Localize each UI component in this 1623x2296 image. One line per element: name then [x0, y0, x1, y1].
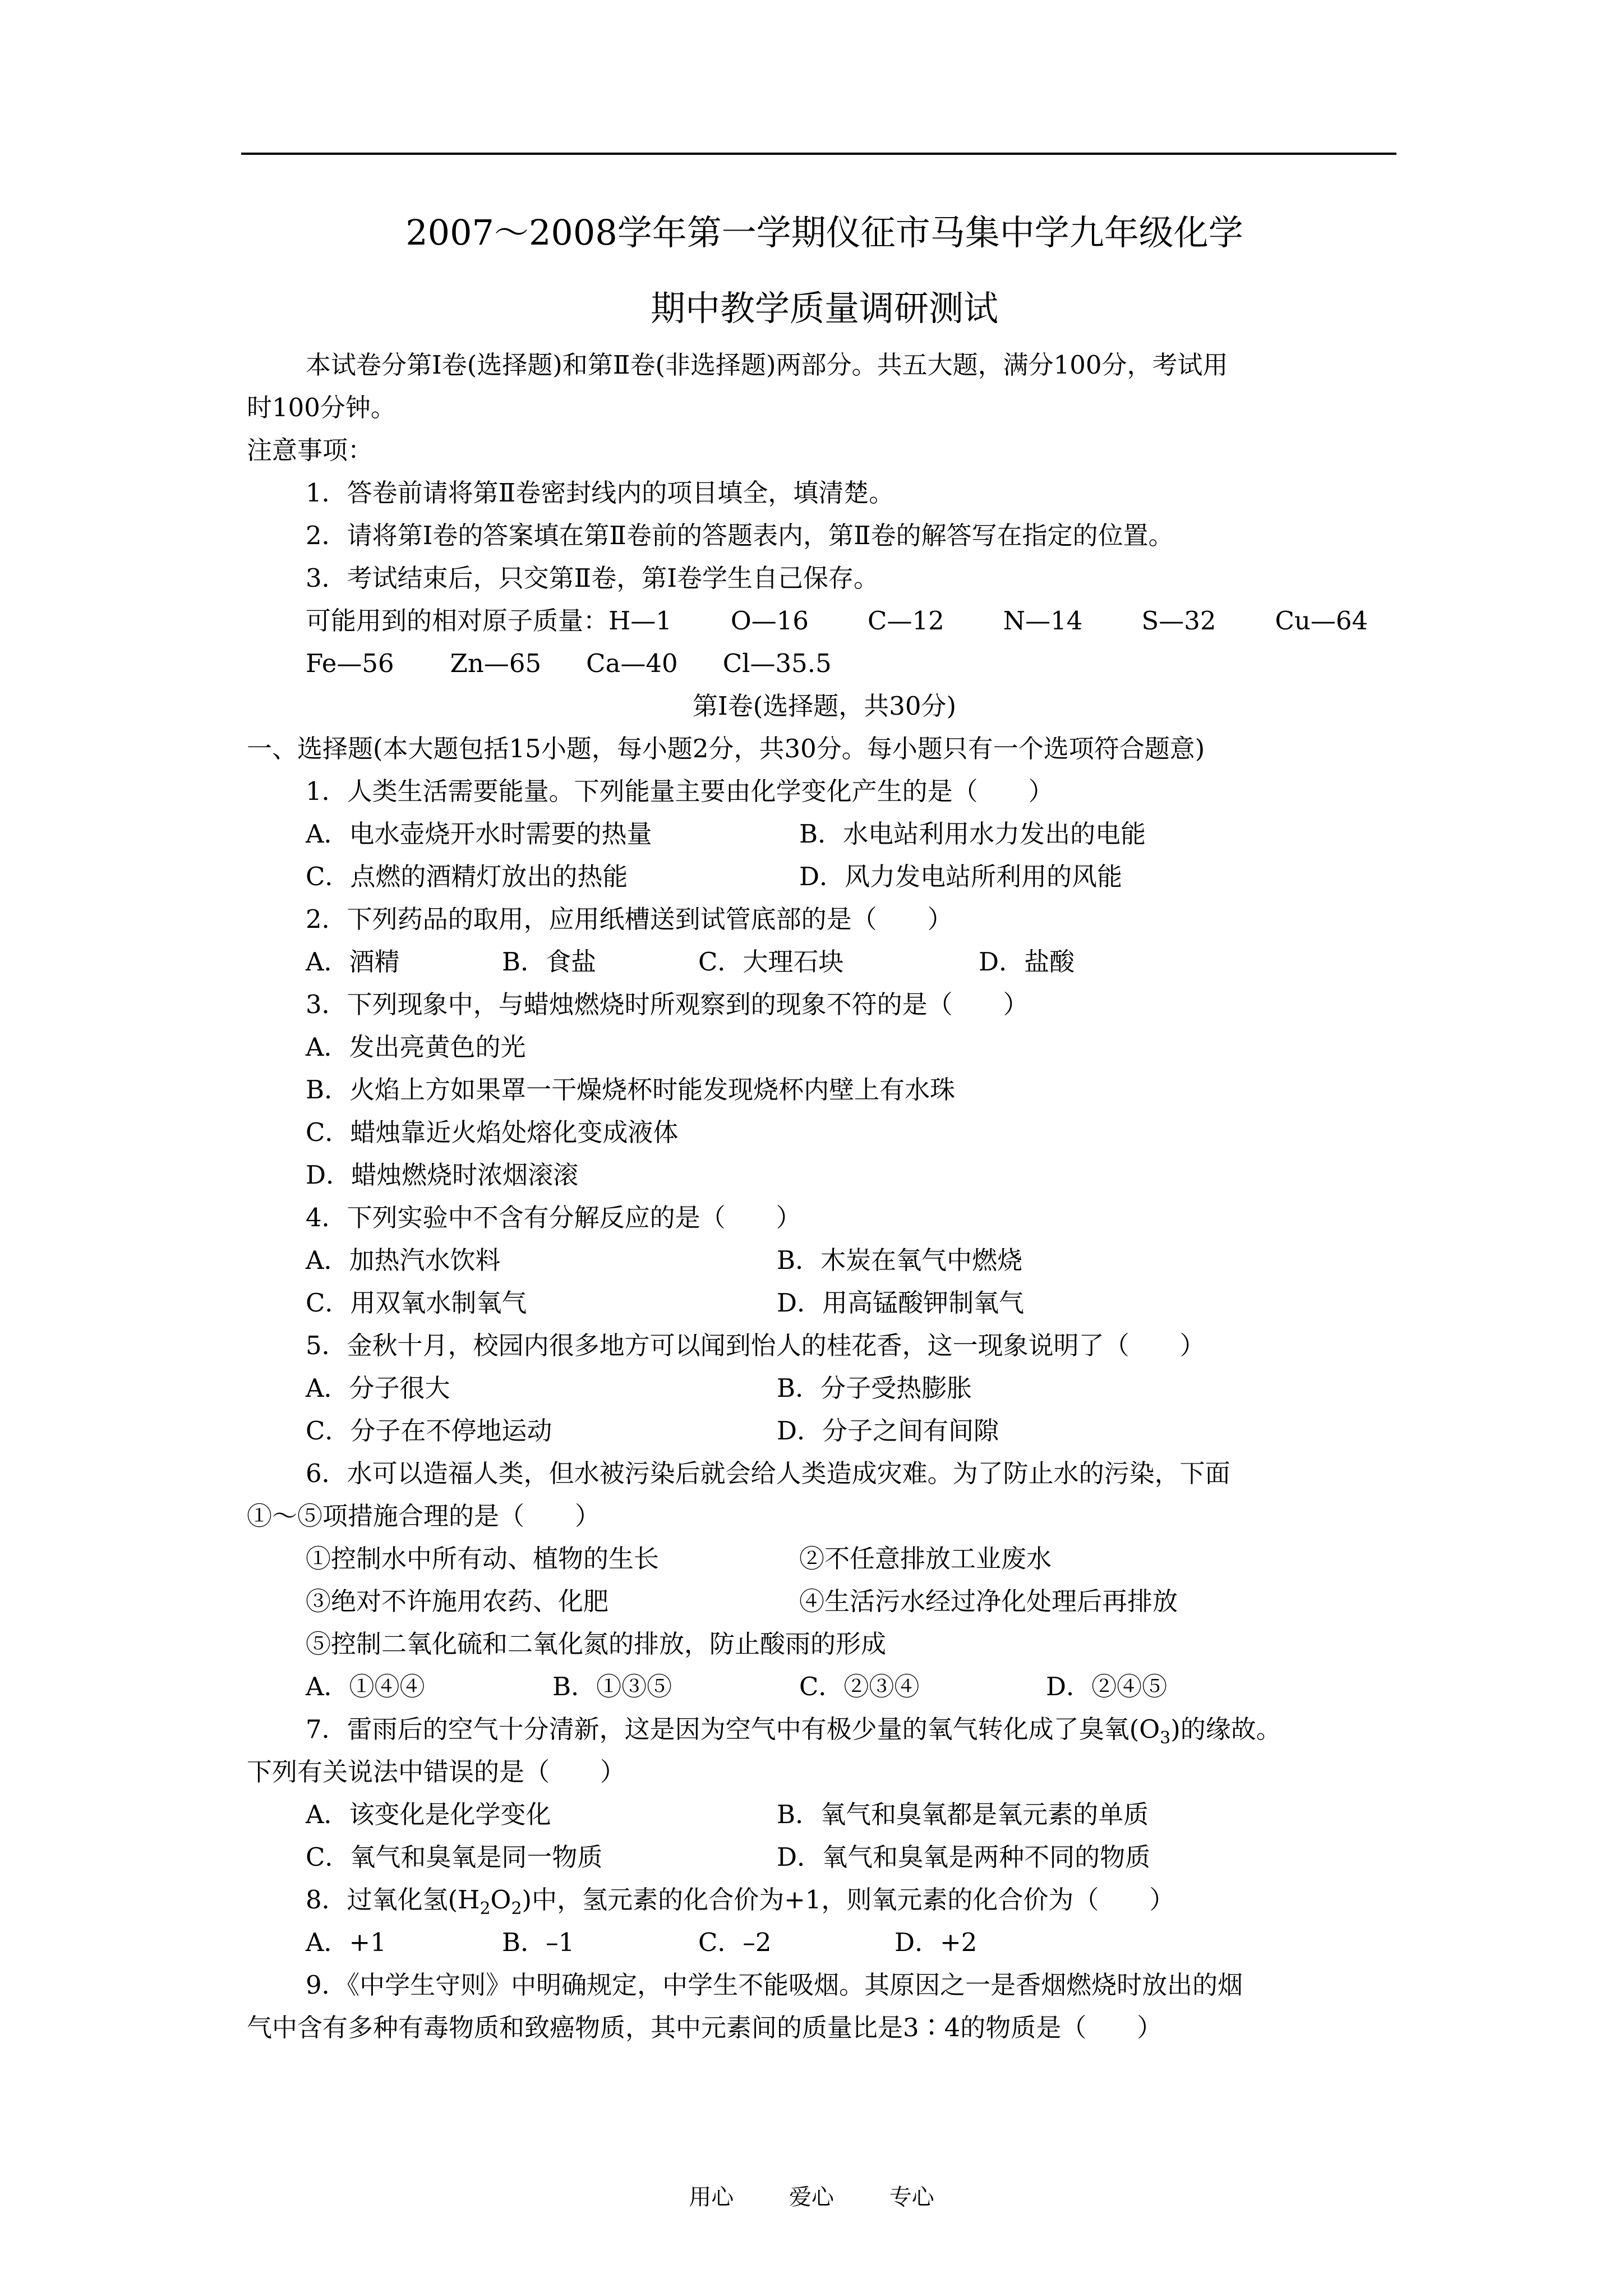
atomic-mass-label: 可能用到的相对原子质量： [306, 606, 609, 636]
page-footer [0, 2179, 1623, 2211]
atomic-mass-row2 [247, 642, 1402, 685]
question-1-option-b: B．水电站利用水力发出的电能 [799, 819, 1146, 849]
question-2-options [247, 941, 1402, 983]
question-8-option-a: A．+1 [306, 1927, 386, 1957]
atomic-mass-h: H—1 [608, 606, 672, 636]
atomic-mass-row1 [247, 600, 1402, 642]
question-5-option-c: C．分子在不停地运动 [306, 1416, 552, 1446]
intro-line1: 本试卷分第Ⅰ卷(选择题)和第Ⅱ卷(非选择题)两部分。共五大题，满分100分，考试用 [306, 350, 1228, 380]
question-7-options-ab [247, 1793, 1402, 1836]
question-9-stem-line1: 9．《中学生守则》中明确规定，中学生不能吸烟。其原因之一是香烟燃烧时放出的烟 [306, 1970, 1243, 2000]
section1-heading: 一、选择题(本大题包括15小题，每小题2分，共30分。每小题只有一个选项符合题意) [247, 734, 1205, 763]
intro-line2: 时100分钟。 [247, 393, 396, 422]
question-4-option-d: D．用高锰酸钾制氧气 [777, 1288, 1025, 1318]
question-9-stem-line2: 气中含有多种有毒物质和致癌物质，其中元素间的质量比是3∶4的物质是（ ） [247, 2013, 1163, 2042]
question-6-measures-34 [247, 1580, 1402, 1623]
header-rule [241, 153, 1396, 155]
question-5-options-ab [247, 1367, 1402, 1410]
note-item: 3．考试结束后，只交第Ⅱ卷，第Ⅰ卷学生自己保存。 [306, 563, 879, 593]
question-8-option-b: B．–1 [502, 1927, 575, 1957]
note-item: 2．请将第Ⅰ卷的答案填在第Ⅱ卷前的答题表内，第Ⅱ卷的解答写在指定的位置。 [306, 521, 1174, 550]
question-5-options-cd [247, 1410, 1402, 1452]
question-7-option-c: C．氧气和臭氧是同一物质 [306, 1842, 603, 1872]
question-3-stem: 3．下列现象中，与蜡烛燃烧时所观察到的现象不符的是（ ） [306, 990, 1029, 1019]
question-6-measure-2: ②不任意排放工业废水 [799, 1544, 1052, 1573]
question-7-stem-subscript: 3 [1160, 1728, 1171, 1748]
question-7-options-cd [247, 1836, 1402, 1879]
question-7-stem-line1 [247, 1708, 1402, 1751]
question-6-measure-4: ④生活污水经过净化处理后再排放 [799, 1586, 1178, 1616]
question-1-option-d: D．风力发电站所利用的风能 [799, 862, 1123, 891]
atomic-mass-zn: Zn—65 [450, 648, 542, 678]
question-1-option-a: A．电水壶烧开水时需要的热量 [306, 819, 652, 849]
footer-item: 专心 [889, 2184, 934, 2210]
question-4-options-ab [247, 1239, 1402, 1282]
atomic-mass-cl: Cl—35.5 [722, 648, 832, 678]
question-6-stem-line2: ①～⑤项措施合理的是（ ） [247, 1501, 601, 1531]
question-4-stem: 4．下列实验中不含有分解反应的是（ ） [306, 1203, 801, 1232]
question-7-stem-part-a: 7．雷雨后的空气十分清新，这是因为空气中有极少量的氧气转化成了臭氧(O [306, 1714, 1160, 1744]
question-1-options-ab [247, 813, 1402, 855]
question-8-option-d: D．+2 [895, 1927, 978, 1957]
question-8-stem-subscript-1: 2 [479, 1899, 491, 1918]
question-8-option-c: C．–2 [698, 1927, 772, 1957]
atomic-mass-cu: Cu—64 [1275, 606, 1368, 636]
question-8-stem-subscript-2: 2 [511, 1899, 522, 1918]
question-7-option-d: D．氧气和臭氧是两种不同的物质 [777, 1842, 1151, 1872]
atomic-mass-s: S—32 [1141, 606, 1216, 636]
question-7-stem-part-b: )的缘故。 [1170, 1714, 1281, 1744]
question-6-option-b: B．①③⑤ [552, 1672, 672, 1701]
question-3-option-a: A．发出亮黄色的光 [306, 1032, 526, 1062]
question-1-stem: 1．人类生活需要能量。下列能量主要由化学变化产生的是（ ） [306, 776, 1054, 806]
question-2-option-d: D．盐酸 [979, 947, 1075, 977]
exam-title-line1: 2007～2008学年第一学期仪征市马集中学九年级化学 [405, 212, 1243, 253]
question-6-stem-line1: 6．水可以造福人类，但水被污染后就会给人类造成灾难。为了防止水的污染，下面 [306, 1458, 1230, 1488]
question-4-options-cd [247, 1282, 1402, 1324]
question-4-option-a: A．加热汽水饮料 [306, 1245, 501, 1275]
question-5-option-d: D．分子之间有间隙 [777, 1416, 999, 1446]
atomic-mass-n: N—14 [1003, 606, 1083, 636]
question-3-option-c: C．蜡烛靠近火焰处熔化变成液体 [306, 1117, 679, 1147]
question-7-option-b: B．氧气和臭氧都是氧元素的单质 [777, 1800, 1149, 1829]
question-4-option-b: B．木炭在氧气中燃烧 [777, 1245, 1023, 1275]
question-5-option-a: A．分子很大 [306, 1373, 450, 1403]
question-7-option-a: A．该变化是化学变化 [306, 1800, 551, 1829]
question-2-option-a: A．酒精 [306, 947, 400, 977]
part1-heading: 第Ⅰ卷(选择题，共30分) [692, 691, 957, 721]
question-5-option-b: B．分子受热膨胀 [777, 1373, 972, 1403]
exam-title-line2: 期中教学质量调研测试 [650, 288, 998, 329]
question-6-option-a: A．①④④ [306, 1672, 425, 1701]
question-2-option-b: B．食盐 [502, 947, 597, 977]
question-3-option-b: B．火焰上方如果罩一干燥烧杯时能发现烧杯内壁上有水珠 [306, 1075, 956, 1105]
question-6-measure-3: ③绝对不许施用农药、化肥 [306, 1586, 609, 1616]
question-1-option-c: C．点燃的酒精灯放出的热能 [306, 862, 628, 891]
question-4-option-c: C．用双氧水制氧气 [306, 1288, 527, 1318]
question-5-stem: 5．金秋十月，校园内很多地方可以闻到怡人的桂花香，这一现象说明了（ ） [306, 1331, 1205, 1360]
question-6-options [247, 1665, 1402, 1708]
atomic-mass-o: O—16 [730, 606, 809, 636]
question-3-option-d: D．蜡烛燃烧时浓烟滚滚 [306, 1160, 579, 1190]
question-7-stem-line2: 下列有关说法中错误的是（ ） [247, 1757, 626, 1787]
question-8-stem-part-a: 8．过氧化氢(H [306, 1885, 480, 1915]
question-2-stem: 2．下列药品的取用，应用纸槽送到试管底部的是（ ） [306, 904, 953, 934]
exam-page [247, 208, 1402, 2049]
question-2-option-c: C．大理石块 [698, 947, 844, 977]
atomic-mass-c: C—12 [868, 606, 944, 636]
question-8-stem-part-b: O [490, 1885, 511, 1915]
footer-item: 爱心 [789, 2184, 834, 2210]
question-6-measure-1: ①控制水中所有动、植物的生长 [306, 1544, 660, 1573]
question-6-option-d: D．②④⑤ [1046, 1672, 1168, 1701]
atomic-mass-fe: Fe—56 [306, 648, 394, 678]
atomic-mass-ca: Ca—40 [586, 648, 678, 678]
question-6-measure-5: ⑤控制二氧化硫和二氧化氮的排放，防止酸雨的形成 [306, 1629, 887, 1659]
question-8-stem [247, 1879, 1402, 1921]
question-6-option-c: C．②③④ [799, 1672, 920, 1701]
question-6-measures-12 [247, 1538, 1402, 1580]
note-item: 1．答卷前请将第Ⅱ卷密封线内的项目填全，填清楚。 [306, 478, 895, 508]
notes-heading: 注意事项： [247, 435, 374, 465]
footer-item: 用心 [689, 2184, 734, 2210]
question-8-options [247, 1921, 1402, 1964]
question-1-options-cd [247, 855, 1402, 898]
question-8-stem-part-c: )中，氢元素的化合价为+1，则氧元素的化合价为（ ） [522, 1885, 1175, 1915]
